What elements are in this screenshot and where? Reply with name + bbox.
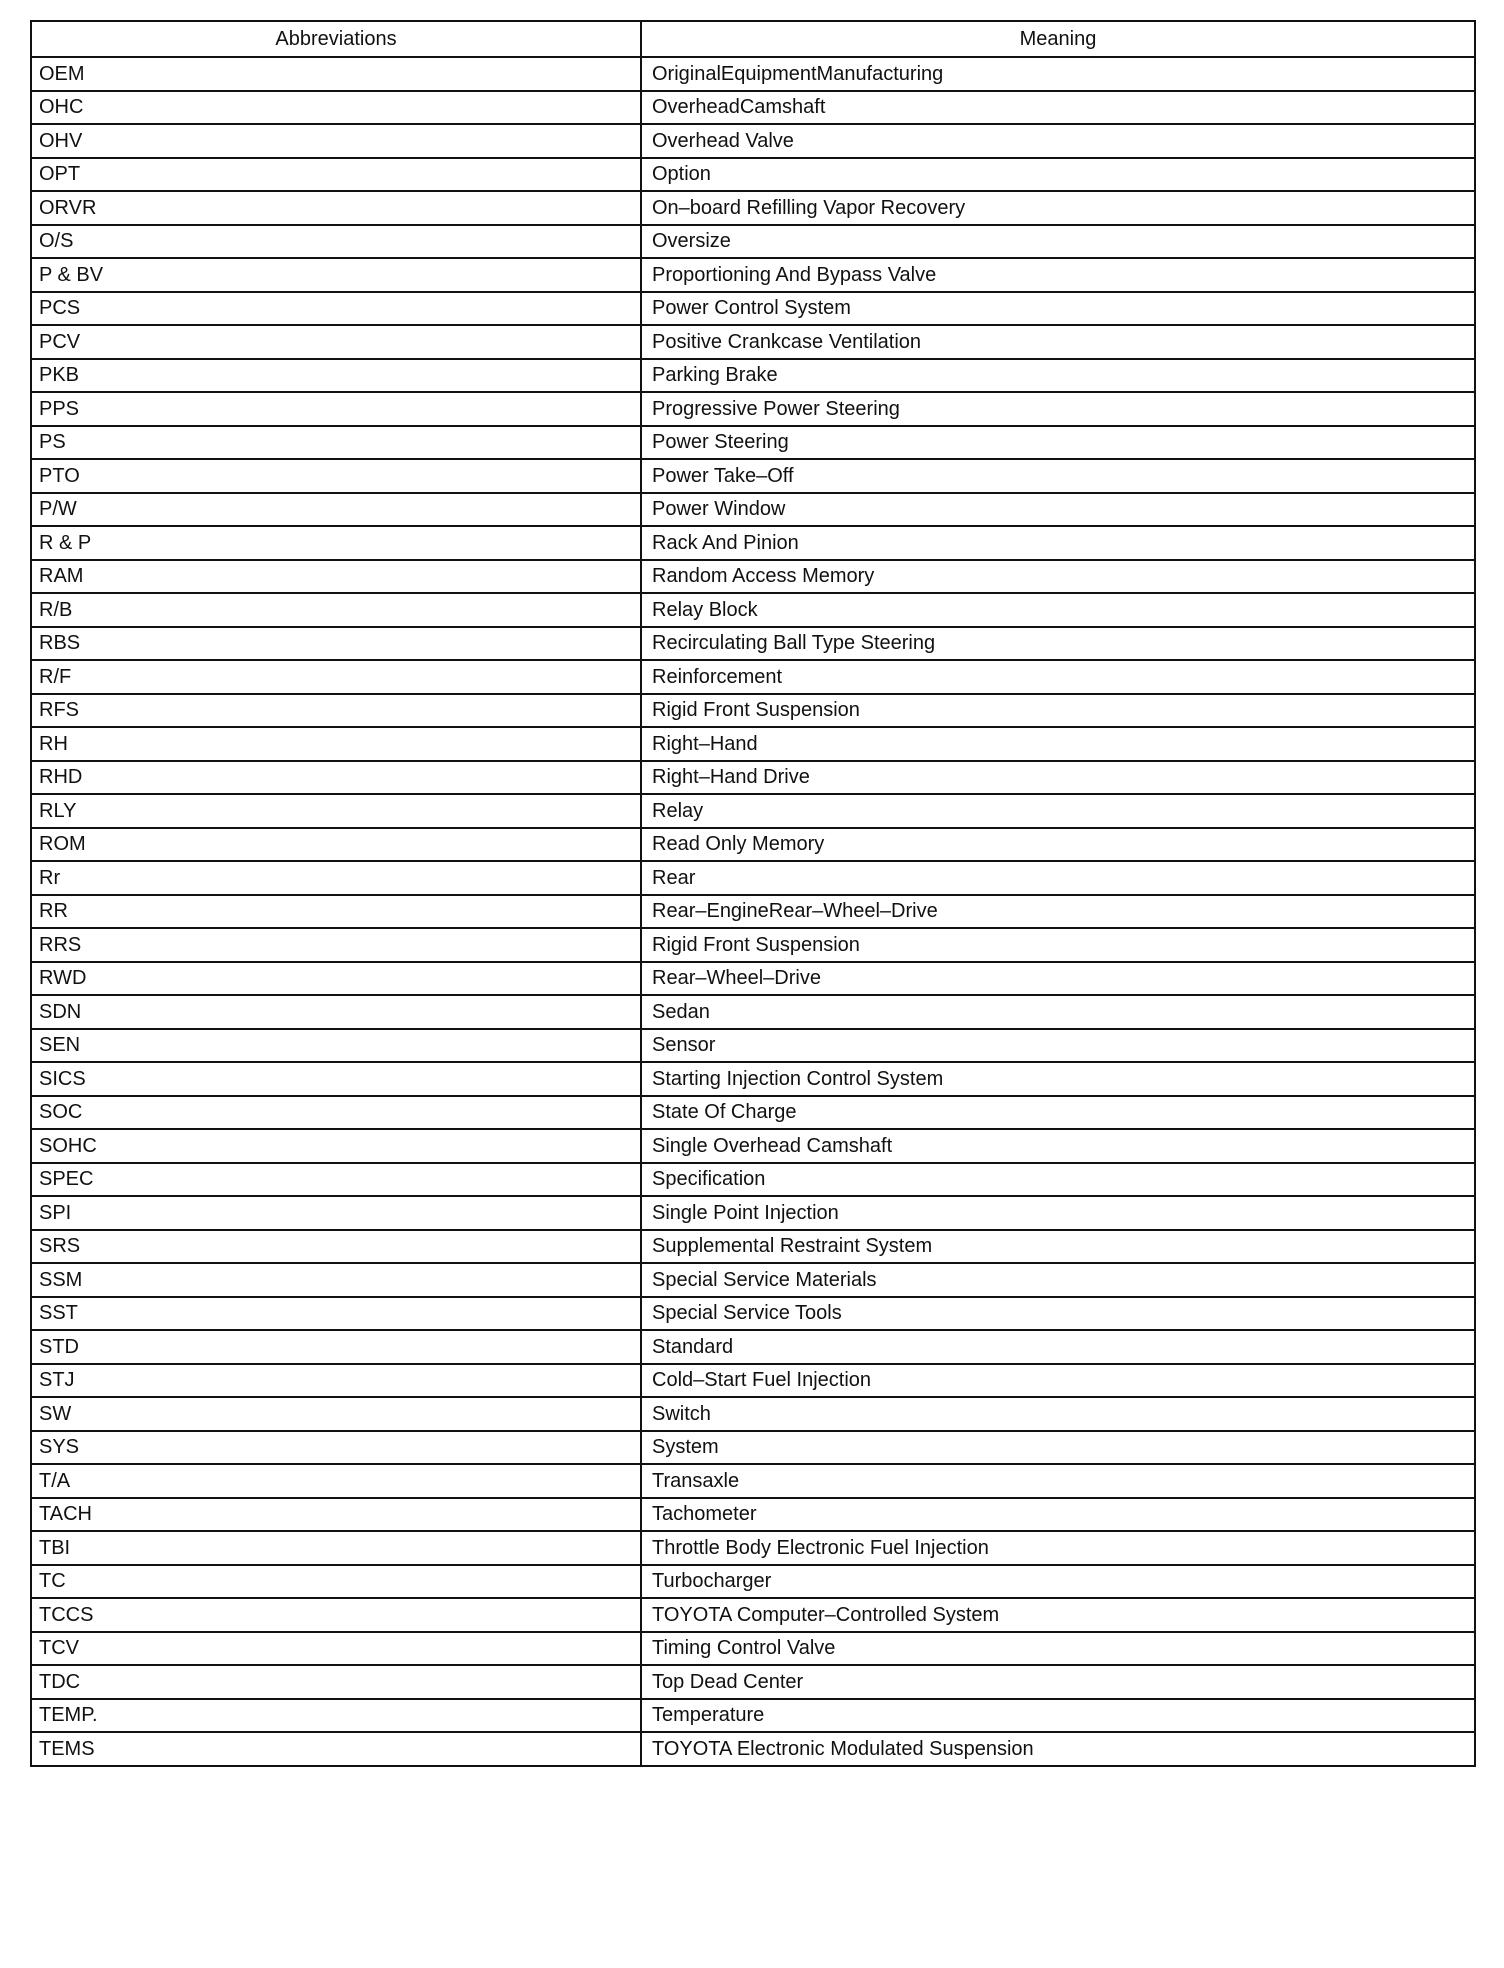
table-row: [31, 1263, 1475, 1297]
meaning-cell: Supplemental Restraint System: [641, 1230, 1475, 1264]
abbreviations-sheet: [30, 20, 1474, 1767]
meaning-cell: State Of Charge: [641, 1096, 1475, 1130]
abbreviation-cell: RH: [31, 727, 641, 761]
abbreviation-cell: RRS: [31, 928, 641, 962]
meaning-cell: Timing Control Valve: [641, 1632, 1475, 1666]
meaning-cell: Relay: [641, 794, 1475, 828]
abbreviation-cell: SSM: [31, 1263, 641, 1297]
table-row: [31, 158, 1475, 192]
table-row: [31, 627, 1475, 661]
abbreviation-cell: P & BV: [31, 258, 641, 292]
table-row: [31, 828, 1475, 862]
table-row: [31, 1464, 1475, 1498]
meaning-cell: Throttle Body Electronic Fuel Injection: [641, 1531, 1475, 1565]
abbreviation-cell: RBS: [31, 627, 641, 661]
abbreviation-cell: OHC: [31, 91, 641, 125]
abbreviation-cell: TACH: [31, 1498, 641, 1532]
meaning-cell: TOYOTA Computer–Controlled System: [641, 1598, 1475, 1632]
abbreviation-cell: SICS: [31, 1062, 641, 1096]
abbreviation-cell: R & P: [31, 526, 641, 560]
table-row: [31, 1397, 1475, 1431]
meaning-cell: Turbocharger: [641, 1565, 1475, 1599]
table-row: [31, 962, 1475, 996]
abbreviation-cell: PTO: [31, 459, 641, 493]
table-row: [31, 1029, 1475, 1063]
meaning-cell: Random Access Memory: [641, 560, 1475, 594]
table-row: [31, 57, 1475, 91]
table-row: [31, 392, 1475, 426]
table-row: [31, 1230, 1475, 1264]
abbreviation-cell: TCV: [31, 1632, 641, 1666]
meaning-cell: Rear–Wheel–Drive: [641, 962, 1475, 996]
meaning-cell: Relay Block: [641, 593, 1475, 627]
table-row: [31, 459, 1475, 493]
abbreviation-cell: OHV: [31, 124, 641, 158]
abbreviation-cell: RAM: [31, 560, 641, 594]
table-body: [31, 57, 1475, 1766]
abbreviation-cell: ROM: [31, 828, 641, 862]
abbreviation-cell: P/W: [31, 493, 641, 527]
table-row: [31, 1330, 1475, 1364]
table-row: [31, 191, 1475, 225]
table-row: [31, 258, 1475, 292]
meaning-cell: Parking Brake: [641, 359, 1475, 393]
abbreviation-cell: SST: [31, 1297, 641, 1331]
meaning-cell: Rigid Front Suspension: [641, 694, 1475, 728]
table-row: [31, 1431, 1475, 1465]
meaning-cell: Temperature: [641, 1699, 1475, 1733]
abbreviation-cell: RLY: [31, 794, 641, 828]
abbreviation-cell: TEMS: [31, 1732, 641, 1766]
table-row: [31, 895, 1475, 929]
meaning-cell: Single Point Injection: [641, 1196, 1475, 1230]
table-row: [31, 761, 1475, 795]
abbreviation-cell: SYS: [31, 1431, 641, 1465]
table-row: [31, 1632, 1475, 1666]
meaning-cell: Power Control System: [641, 292, 1475, 326]
meaning-cell: OverheadCamshaft: [641, 91, 1475, 125]
meaning-cell: Sedan: [641, 995, 1475, 1029]
meaning-cell: Transaxle: [641, 1464, 1475, 1498]
table-row: [31, 1129, 1475, 1163]
table-row: [31, 1163, 1475, 1197]
abbreviation-cell: TCCS: [31, 1598, 641, 1632]
meaning-cell: Cold–Start Fuel Injection: [641, 1364, 1475, 1398]
table-row: [31, 1096, 1475, 1130]
table-row: [31, 325, 1475, 359]
meaning-cell: Tachometer: [641, 1498, 1475, 1532]
abbreviation-cell: Rr: [31, 861, 641, 895]
abbreviation-cell: T/A: [31, 1464, 641, 1498]
table-row: [31, 560, 1475, 594]
table-row: [31, 660, 1475, 694]
meaning-cell: On–board Refilling Vapor Recovery: [641, 191, 1475, 225]
abbreviation-cell: SPEC: [31, 1163, 641, 1197]
meaning-cell: Top Dead Center: [641, 1665, 1475, 1699]
abbreviation-cell: STD: [31, 1330, 641, 1364]
meaning-cell: Starting Injection Control System: [641, 1062, 1475, 1096]
abbreviation-cell: R/B: [31, 593, 641, 627]
meaning-cell: Special Service Tools: [641, 1297, 1475, 1331]
meaning-cell: Specification: [641, 1163, 1475, 1197]
abbreviation-cell: TC: [31, 1565, 641, 1599]
abbreviation-cell: PCS: [31, 292, 641, 326]
table-row: [31, 359, 1475, 393]
meaning-cell: Power Steering: [641, 426, 1475, 460]
abbreviation-cell: ORVR: [31, 191, 641, 225]
meaning-cell: Rack And Pinion: [641, 526, 1475, 560]
meaning-cell: Option: [641, 158, 1475, 192]
meaning-cell: System: [641, 1431, 1475, 1465]
meaning-cell: Progressive Power Steering: [641, 392, 1475, 426]
table-row: [31, 426, 1475, 460]
meaning-cell: Proportioning And Bypass Valve: [641, 258, 1475, 292]
meaning-cell: Single Overhead Camshaft: [641, 1129, 1475, 1163]
table-row: [31, 91, 1475, 125]
abbreviation-cell: O/S: [31, 225, 641, 259]
abbreviation-cell: PS: [31, 426, 641, 460]
table-row: [31, 225, 1475, 259]
abbreviation-cell: SOHC: [31, 1129, 641, 1163]
table-row: [31, 794, 1475, 828]
abbreviation-cell: SOC: [31, 1096, 641, 1130]
abbreviation-cell: SRS: [31, 1230, 641, 1264]
table-row: [31, 727, 1475, 761]
table-row: [31, 292, 1475, 326]
meaning-cell: Power Window: [641, 493, 1475, 527]
table-row: [31, 1732, 1475, 1766]
meaning-cell: Rear–EngineRear–Wheel–Drive: [641, 895, 1475, 929]
meaning-cell: Power Take–Off: [641, 459, 1475, 493]
meaning-cell: Special Service Materials: [641, 1263, 1475, 1297]
table-row: [31, 1297, 1475, 1331]
table-row: [31, 995, 1475, 1029]
table-row: [31, 493, 1475, 527]
meaning-cell: Oversize: [641, 225, 1475, 259]
abbreviation-cell: RFS: [31, 694, 641, 728]
table-row: [31, 1062, 1475, 1096]
table-row: [31, 1498, 1475, 1532]
table-row: [31, 1565, 1475, 1599]
meaning-cell: Sensor: [641, 1029, 1475, 1063]
abbreviation-cell: SW: [31, 1397, 641, 1431]
abbreviation-cell: SEN: [31, 1029, 641, 1063]
meaning-cell: Recirculating Ball Type Steering: [641, 627, 1475, 661]
header-meaning: Meaning: [641, 21, 1475, 57]
abbreviation-cell: OPT: [31, 158, 641, 192]
meaning-cell: Positive Crankcase Ventilation: [641, 325, 1475, 359]
abbreviation-cell: STJ: [31, 1364, 641, 1398]
table-row: [31, 1531, 1475, 1565]
meaning-cell: Switch: [641, 1397, 1475, 1431]
meaning-cell: Right–Hand: [641, 727, 1475, 761]
table-row: [31, 861, 1475, 895]
meaning-cell: Overhead Valve: [641, 124, 1475, 158]
abbreviation-cell: SDN: [31, 995, 641, 1029]
table-row: [31, 1699, 1475, 1733]
meaning-cell: Rigid Front Suspension: [641, 928, 1475, 962]
table-header-row: [31, 21, 1475, 57]
abbreviation-cell: PCV: [31, 325, 641, 359]
abbreviation-cell: PKB: [31, 359, 641, 393]
table-row: [31, 1364, 1475, 1398]
abbreviation-cell: R/F: [31, 660, 641, 694]
abbreviation-cell: RHD: [31, 761, 641, 795]
table-row: [31, 526, 1475, 560]
abbreviations-table: [30, 20, 1476, 1767]
meaning-cell: Right–Hand Drive: [641, 761, 1475, 795]
table-row: [31, 1196, 1475, 1230]
table-row: [31, 1665, 1475, 1699]
meaning-cell: TOYOTA Electronic Modulated Suspension: [641, 1732, 1475, 1766]
abbreviation-cell: PPS: [31, 392, 641, 426]
abbreviation-cell: OEM: [31, 57, 641, 91]
abbreviation-cell: TEMP.: [31, 1699, 641, 1733]
table-row: [31, 1598, 1475, 1632]
table-row: [31, 694, 1475, 728]
abbreviation-cell: RWD: [31, 962, 641, 996]
table-row: [31, 593, 1475, 627]
meaning-cell: Read Only Memory: [641, 828, 1475, 862]
abbreviation-cell: TDC: [31, 1665, 641, 1699]
table-row: [31, 928, 1475, 962]
table-row: [31, 124, 1475, 158]
meaning-cell: Rear: [641, 861, 1475, 895]
header-abbreviations: Abbreviations: [31, 21, 641, 57]
abbreviation-cell: TBI: [31, 1531, 641, 1565]
meaning-cell: Reinforcement: [641, 660, 1475, 694]
meaning-cell: Standard: [641, 1330, 1475, 1364]
meaning-cell: OriginalEquipmentManufacturing: [641, 57, 1475, 91]
abbreviation-cell: RR: [31, 895, 641, 929]
abbreviation-cell: SPI: [31, 1196, 641, 1230]
